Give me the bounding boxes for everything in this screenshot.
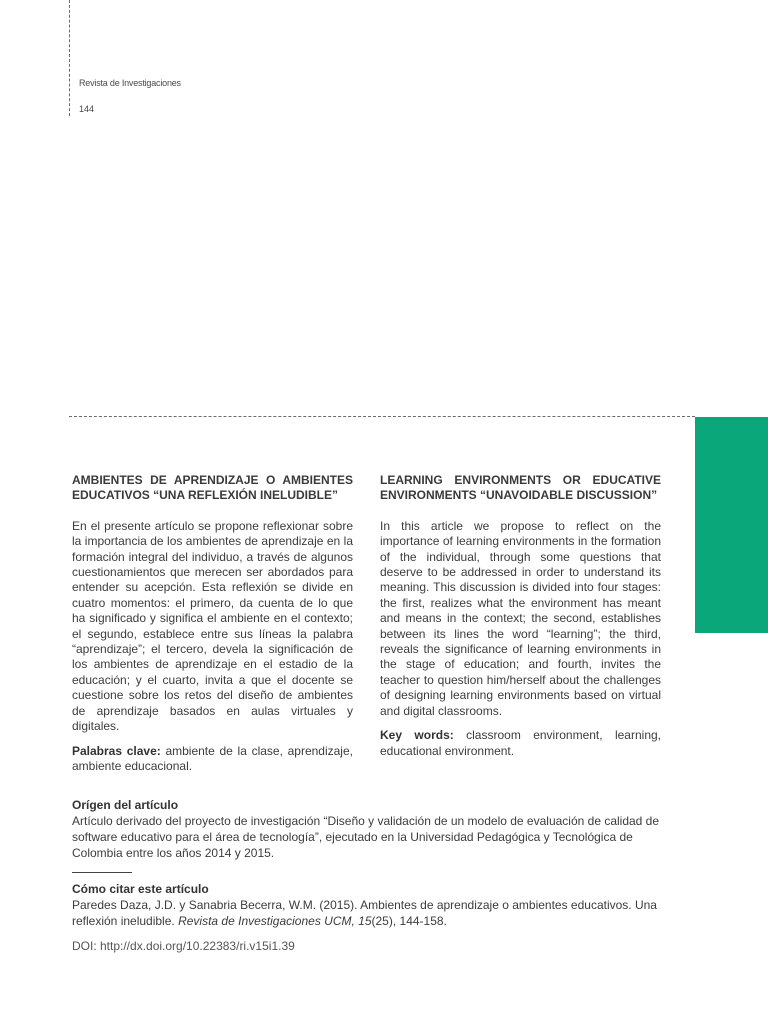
citation: [72, 881, 662, 929]
keywords-english: [380, 728, 661, 759]
section-dashed-divider: [69, 416, 695, 417]
keywords-english-text: classroom environment, learning, educational environment.: [380, 728, 661, 758]
margin-dashed-line: [69, 0, 70, 116]
article-origin-label: Orígen del artículo: [72, 798, 179, 812]
keywords-english-label: Key words:: [380, 728, 454, 743]
abstract-english-body: In this article we propose to reflect on the importance of learning environments in the formation of the individual, through some questions that deserve to be addressed in order to understand its meaning. This discussion is divided into four stages: the first, realizes what the environment has meant and means in the context; the second, establishes between its lines the word “learning”; the third, reveals the significance of learning environments in the stage of education; and fourth, invites the teacher to question him/herself about the challenges of designing learning environments based on virtual and digital classrooms.: [380, 518, 661, 718]
abstract-spanish-body: En el presente artículo se propone reflexionar sobre la importancia de los ambientes de aprendizaje en la formación integral del individuo, a través de algunos cuestionamientos que merecen ser abordados para entender su acepción. Esta reflexión se divide en cuatro momentos: el primero, da cuenta de lo que ha significado y significa el ambiente en el contexto; el segundo, establece entre sus líneas la palabra “aprendizaje”; el tercero, devela la significación de los ambientes de aprendizaje en el estadio de la educación; y el cuarto, invita a que el docente se cuestione sobre los retos del diseño de ambientes de aprendizaje basados en aulas virtuales y digitales.: [72, 518, 353, 734]
abstract-english: [380, 473, 661, 768]
green-side-tab: [695, 417, 768, 633]
citation-journal: Revista de Investigaciones UCM, 15: [178, 914, 372, 928]
article-origin-text: Artículo derivado del proyecto de investigación “Diseño y validación de un modelo de evaluación de calidad de software educativo para el área de tecnología”, ejecutado en la Universidad Pedagógica y Tecnológica de Colombia entre los años 2014 y 2015.: [72, 814, 660, 860]
abstract-spanish-title: AMBIENTES DE APRENDIZAJE O AMBIENTES EDUCATIVOS “UNA REFLEXIÓN INELUDIBLE”: [72, 473, 353, 503]
page-number: 144: [79, 104, 95, 114]
citation-authors: Paredes Daza, J.D. y Sanabria Becerra, W.M. (2015). Ambientes de aprendizaje o ambientes educativos. Una reflexión ineludible.: [72, 898, 657, 928]
citation-text: [72, 897, 662, 929]
journal-name: Revista de Investigaciones: [79, 78, 181, 88]
citation-issue: (25), 144-158.: [371, 914, 447, 928]
abstract-english-title: LEARNING ENVIRONMENTS OR EDUCATIVE ENVIRONMENTS “UNAVOIDABLE DISCUSSION”: [380, 473, 661, 503]
keywords-spanish: [72, 744, 353, 775]
abstract-spanish: [72, 473, 353, 783]
doi-link[interactable]: DOI: http://dx.doi.org/10.22383/ri.v15i1.39: [72, 939, 295, 953]
keywords-spanish-text: ambiente de la clase, aprendizaje, ambiente educacional.: [72, 743, 353, 773]
citation-label: Cómo citar este artículo: [72, 882, 209, 896]
keywords-spanish-label: Palabras clave:: [72, 743, 161, 758]
citation-rule: [72, 872, 132, 873]
article-origin: [72, 797, 662, 861]
